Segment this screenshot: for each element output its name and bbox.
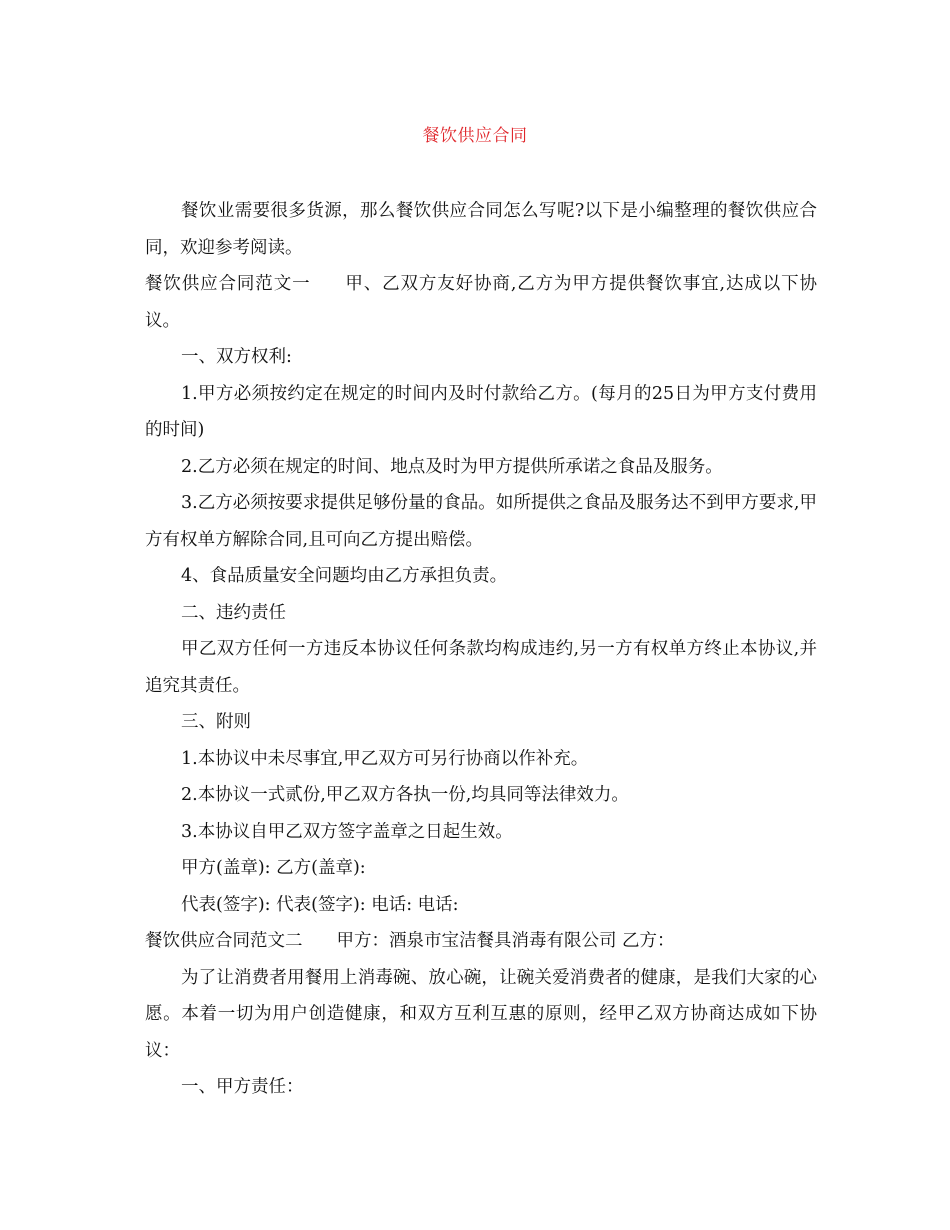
- section-heading-liability: 二、违约责任: [181, 602, 286, 623]
- signature-line-representative: 代表(签字): 代表(签字): 电话: 电话:: [181, 894, 459, 915]
- sample2-lead: 甲方：酒泉市宝洁餐具消毒有限公司 乙方：: [336, 931, 675, 951]
- sample2-label: 餐饮供应合同范文二: [145, 931, 303, 951]
- document-body: [145, 193, 817, 1106]
- liability-text: 甲乙双方任何一方违反本协议任何条款均构成违约,另一方有权单方终止本协议,并追究其责任。: [145, 639, 817, 696]
- sample2-paragraph: [145, 923, 817, 960]
- signature-line-seal: 甲方(盖章): 乙方(盖章):: [181, 858, 366, 878]
- sample1-paragraph: [145, 266, 817, 339]
- supplementary-item-3: 3.本协议自甲乙双方签字盖章之日起生效。: [181, 821, 513, 842]
- rights-item-2: 2.乙方必须在规定的时间、地点及时为甲方提供所承诺之食品及服务。: [181, 456, 723, 477]
- supplementary-item-2: 2.本协议一式贰份,甲乙双方各执一份,均具同等法律效力。: [181, 785, 629, 805]
- section-heading-party-a-duties: 一、甲方责任：: [181, 1077, 304, 1097]
- rights-item-1: 1.甲方必须按约定在规定的时间内及时付款给乙方。(每月的25日为甲方支付费用的时间): [145, 383, 817, 440]
- rights-item-3: 3.乙方必须按要求提供足够份量的食品。如所提供之食品及服务达不到甲方要求,甲方有权单方解除合同,且可向乙方提出赔偿。: [145, 493, 817, 550]
- intro-paragraph: 餐饮业需要很多货源，那么餐饮供应合同怎么写呢?以下是小编整理的餐饮供应合同，欢迎参考阅读。: [145, 201, 817, 258]
- section-heading-supplementary: 三、附则: [181, 712, 251, 732]
- supplementary-item-1: 1.本协议中未尽事宜,甲乙双方可另行协商以作补充。: [181, 748, 589, 769]
- document-title: 餐饮供应合同: [422, 126, 528, 146]
- sample1-label: 餐饮供应合同范文一: [145, 274, 311, 294]
- rights-item-4: 4、食品质量安全问题均由乙方承担负责。: [181, 566, 508, 586]
- sample2-intro: 为了让消费者用餐用上消毒碗、放心碗，让碗关爱消费者的健康，是我们大家的心愿。本着一切为用户创造健康，和双方互利互惠的原则，经甲乙双方协商达成如下协议：: [145, 967, 817, 1061]
- section-heading-rights: 一、双方权利:: [181, 347, 292, 367]
- sample1-lead: 甲、乙双方友好协商,乙方为甲方提供餐饮事宜,达成以下协议。: [145, 274, 817, 331]
